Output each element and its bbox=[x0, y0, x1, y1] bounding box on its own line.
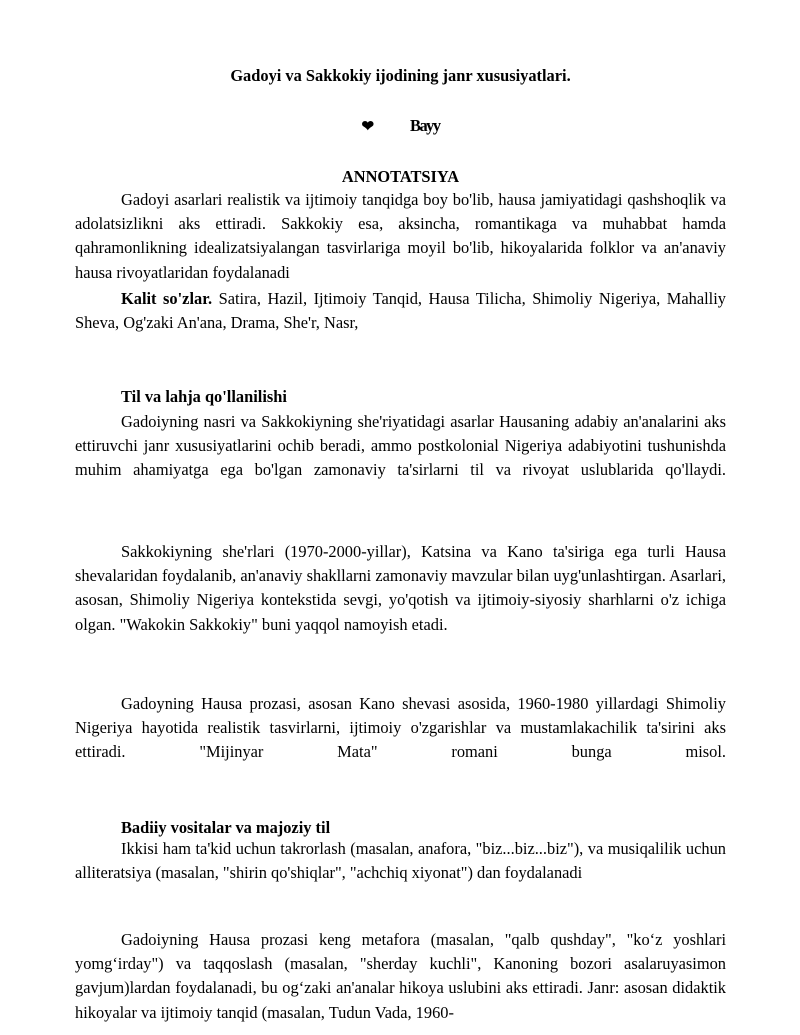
section-heading-language: Til va lahja qo'llanilishi bbox=[121, 387, 287, 406]
section-gadoy-kano bbox=[75, 692, 726, 765]
author-name: Bayy bbox=[410, 116, 440, 135]
document-title: Gadoyi va Sakkokiy ijodining janr xususiyatlari. bbox=[230, 66, 571, 85]
section-sakkokiy bbox=[75, 540, 726, 637]
annotation-paragraph: Gadoyi asarlari realistik va ijtimoiy tanqidga boy bo'lib, hausa jamiyatidagi qashshoqlik va adolatsizlikni aks ettiradi. Sakkokiy esa, aksincha, romantikaga va muhabbat hamda qahramonlikning idealizatsiyalangan tasvirlariga moyil bo'lib, hikoyalarida folklor va an'anaviy hausa rivoyatlaridan foydalanadi bbox=[75, 190, 726, 282]
section-metaphor bbox=[75, 928, 726, 1025]
section-language bbox=[75, 410, 726, 483]
section-artistic bbox=[75, 837, 726, 885]
keywords-text: Satira, Hazil, Ijtimoiy Tanqid, Hausa Tilicha, Shimoliy Nigeriya, Mahalliy Sheva, Og'zaki An'ana, Drama, She'r, Nasr, bbox=[75, 288, 726, 333]
annotation-heading: ANNOTATSIYA bbox=[341, 167, 460, 186]
paragraph-gadoy-prose: Gadoiyning nasri va Sakkokiyning she'riyatidagi asarlar Hausaning adabiy an'analarini aks ettiruvchi janr xususiyatlarini ochib beradi, ammo postkolonial Nigeriya adabiyotini tushunishda muhim ahamiyatga ega bo'lgan zamonaviy ta'sirlarni til va rivoyat uslublarida qo'llaydi. bbox=[75, 412, 726, 480]
author-row bbox=[75, 114, 726, 139]
annotation-section bbox=[75, 188, 726, 335]
paragraph-repetition: Ikkisi ham ta'kid uchun takrorlash (masalan, anafora, "biz...biz...biz"), va musiqalilik uchun alliteratsiya (masalan, "shirin qo'shiqlar", "achchiq xiyonat") dan foydalanadi bbox=[75, 839, 726, 883]
paragraph-sakkokiy-poetry: Sakkokiyning she'rlari (1970-2000-yillar), Katsina va Kano ta'siriga ega turli Hausa shevalaridan foydalanib, an'anaviy shakllarni zamonaviy mavzular bilan uyg'unlashtirgan. Asarlari, asosan, Shimoliy Nigeriya kontekstida sevgi, yo'qotish va ijtimoiy-siyosiy sharhlarni o'z ichiga olgan. "Wakokin Sakkokiy" buni yaqqol namoyish etadi. bbox=[75, 542, 726, 634]
keywords-label: Kalit so'zlar. bbox=[121, 288, 213, 308]
heart-icon: ❤ bbox=[361, 119, 375, 135]
keywords-paragraph bbox=[75, 287, 726, 335]
paragraph-metaphor: Gadoiyning Hausa prozasi keng metafora (masalan, "qalb qushday", "ko‘z yoshlari yomg‘irday") va taqqoslash (masalan, "sherday kuchli", Kanoning bozori asalaruyasimon gavjum)lardan foydalanadi, bu og‘zaki an'analar hikoya uslubini aks ettiradi. Janr: asosan didaktik hikoyalar va ijtimoiy tanqid (masalan, Tudun Vada, 1960- bbox=[75, 930, 726, 1022]
section-heading-artistic: Badiiy vositalar va majoziy til bbox=[121, 818, 331, 837]
paragraph-gadoy-kano: Gadoyning Hausa prozasi, asosan Kano shevasi asosida, 1960-1980 yillardagi Shimoliy Nigeriya hayotida realistik tasvirlarni, ijtimoiy o'zgarishlar va mustamlakachilik ta'sirini aks ettiradi. "Mijinyar Mata" romani bunga misol. bbox=[75, 694, 726, 762]
